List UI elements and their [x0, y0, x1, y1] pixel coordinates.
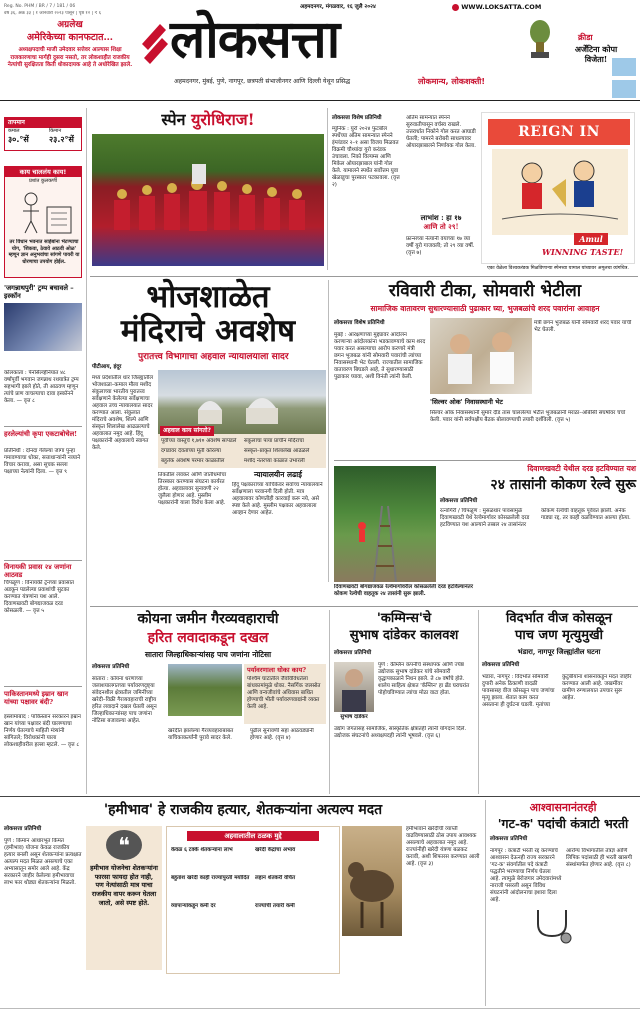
- vidarbha-deck: भंडारा, नागपूर जिल्ह्यांतील घटना: [517, 647, 601, 656]
- gatk-byline: लोकसत्ता प्रतिनिधी: [490, 836, 528, 842]
- editorial-headline[interactable]: अमेरिकेच्या कानफटात…: [26, 32, 114, 44]
- sports-teaser[interactable]: [518, 14, 636, 100]
- masthead-editions: अहमदनगर, मुंबई, पुणे, नागपूर, छत्रपती संभाजीनगर आणि दिल्ली येथून प्रसिद्ध: [174, 78, 351, 85]
- hamibhav-text: पुणे : किमान आधारभूत किंमत (हमीभाव) योजना केवळ राजकीय हत्यार बनली असून शेतकऱ्यांना प्रत्यक्षात अत्यल्प मदत मिळत असल्याचे एका अभ्यासातून समोर आले आहे. केंद्र सरकारने जाहीर केलेल्या हमीभावाचा लाभ फार थोड्या शेतकऱ्यांना मिळतो.: [4, 838, 82, 887]
- registration-number: Reg. No. PHM / BR / 7 / 181 / 06: [4, 4, 76, 9]
- dateline: अहमदनगर, मंगळवार, १६ जुलै २०२४: [300, 4, 376, 10]
- trump-photo: [4, 303, 82, 351]
- bhojshala-facts-box: [158, 427, 326, 468]
- hamibhav-quote-box: [86, 826, 162, 970]
- editorial-kicker: अग्रलेख: [57, 20, 83, 30]
- cartoon-title: काय चाललंय काय!: [5, 167, 81, 177]
- cummins-headline[interactable]: [334, 610, 474, 644]
- vidarbha-headline[interactable]: [482, 610, 636, 644]
- koyna-text-2: खरेदीत झालेल्या गैरव्यवहाराबाबत याचिकाकर्त्यांनी पुरावे सादर केले. पुढील सुनावणी सहा आठवड्यांनी होणार आहे. (वृत्त ४): [168, 728, 314, 742]
- ratnagiri-text: चिपळूण : विनायकी ट्रेनच्या प्रवासात अडकून पडलेल्या प्रवाशांची सुटका करण्यात यंत्रणांना यश आले. दिवाणखवटी बोगद्याजवळ दरड कोसळली. — वृत्त ५: [4, 580, 74, 615]
- max-temp: ३०.°सें: [8, 135, 29, 144]
- bhojshala-fact-6: मशीद नंतरच्या काळात उभारली: [244, 458, 305, 464]
- koyna-deck: सातारा जिल्हाधिकाऱ्यांसह पाच जणांना नोटिसा: [144, 650, 272, 659]
- koyna-headline[interactable]: [92, 610, 324, 648]
- hamibhav-point-5: व्यापाऱ्यांकडून कमी दर: [171, 903, 216, 909]
- gatk-kicker: आश्वासनानंतरही: [529, 801, 597, 814]
- ravivari-deck: सामाजिक वातावरण सुधारण्यासाठी पुढाकार घ्या, भुजबळांचे शरद पवारांना आवाहन: [370, 304, 600, 313]
- cummins-head-line1: 'कम्मिन्स'चे: [376, 611, 432, 626]
- spain-side-text: अंतिम सामन्यात स्पेनने सुरुवातीपासून वर्चस्व राखले. उत्तरार्धात निकोने गोल करत आघाडी घेतली; पामरने बरोबरी साधल्यावर ओयारझाबालने निर्णायक गोल केला.: [406, 115, 476, 150]
- weather-label: तापमान: [5, 118, 81, 128]
- hamibhav-points-box: [166, 826, 340, 974]
- ravivari-headline[interactable]: रविवारी टीका, सोमवारी भेटीला: [388, 281, 582, 301]
- cummins-byline: लोकसत्ता प्रतिनिधी: [334, 650, 372, 656]
- spain-quote-text: फ्रान्सच्या नेत्यांनी वयाच्या १७ व्या वर्षी युरो गाजवली; तो २९ व्या वर्षी. (वृत्त ७): [406, 236, 475, 257]
- dandekar-photo: [334, 662, 374, 712]
- bhojshala-dateline: पीटीआय, इंदूर: [92, 364, 122, 370]
- gatk-headline[interactable]: 'गट-क' पदांची कंत्राटी भरती: [497, 816, 629, 831]
- bhojshala-fact-2: संकुलाचा पाया प्राचीन मंदिराचा: [244, 438, 304, 444]
- bhojshala-deck: पुरातत्त्व विभागाचा अहवाल न्यायालयाला सादर: [138, 352, 289, 362]
- cartoon-caption: तर विधान भवनात साहेबांना भेटण्याचा योग, 'शिकवा, ठेवावे आठवी ओळ' म्हणून ज्ञान अनुभवांचा सांगणे पायरी या धोरणाचा उपयोग होईल.: [8, 239, 80, 265]
- bhojshala-legal-text: हिंदू पक्षकारांच्या याचिकेवर सर्वोच्च न्यायालयाने सर्वेक्षणाला परवानगी दिली होती. मात्र अहवालावर कोणतीही कारवाई करू नये, असे स्पष्ट केले आहे. मुस्लीम पक्षकार अहवालाला आव्हान देणार आहेत.: [232, 482, 323, 517]
- hamibhav-headline[interactable]: 'हमीभाव' हे राजकीय हत्यार, शेतकऱ्यांना अत्यल्प मदत: [103, 802, 383, 818]
- max-temp-label: कमाल: [8, 128, 20, 134]
- dandekar-caption: सुभाष दांडेकर: [340, 714, 368, 720]
- bhojshala-fact-5: बहुतेक अवशेष परमार काळातील: [161, 458, 225, 464]
- amul-brand: Amul: [574, 233, 608, 245]
- hamibhav-point-3: बहुतांश खरेदी काही राज्यांपुरती मर्यादित: [171, 875, 250, 881]
- konkan-kicker: दिवाणखवटी येथील दरड हटविण्यात यश: [527, 464, 636, 473]
- quote-mark-icon: ❝: [106, 830, 142, 860]
- vidarbha-text: भंडारा, नागपूर : विदर्भात सोमवारी दुपारी अनेक ठिकाणी वादळी पावसासह वीज कोसळून पाच जणांचा मृत्यू झाला. शेतात काम करत असताना ही दुर्घटना घडली. मृतांच्या कुटुंबीयांना शासनाकडून मदत जाहीर करण्यात आली आहे. जखमींवर ग्रामीण रुग्णालयात उपचार सुरू आहेत.: [482, 674, 632, 709]
- hamibhav-point-2: खरेदी केंद्रांचा अभाव: [255, 847, 296, 853]
- hamibhav-byline: लोकसत्ता प्रतिनिधी: [4, 826, 42, 832]
- farmer-bullock-photo: [342, 826, 402, 936]
- messi-photo: [612, 58, 636, 98]
- bjp-headline[interactable]: हरलेल्यांची कृपा एकटाबोचेल!: [4, 430, 78, 438]
- bhojshala-head-line1: भोजशाळेत: [146, 279, 270, 315]
- bhojshala-fact-3: दगडांवर देवतांच्या मूर्ती कोरल्या: [161, 448, 221, 454]
- bhojshala-legal-head: न्यायालयीन लढाई: [254, 470, 302, 479]
- spain-quote-line2: आणि तो २९!: [423, 221, 459, 231]
- bjp-text: प्रतिनिधी : दोनदा गेलेल्या जागा पुन्हा गमावण्याचा धोका, सत्ताधाऱ्यांनी नव्याने विचार करावा, असा सूचक सल्ला पक्षाच्या नेत्यांनी दिला. — वृत्त ९: [4, 448, 81, 476]
- edition-line: वर्ष ३६, अंक ३३ | १ जानेवारी २०२३ पासून | पृष्ठे १२ | ₹ ६: [4, 11, 102, 16]
- vidarbha-byline: लोकसत्ता प्रतिनिधी: [482, 662, 520, 668]
- cummins-text: पुणे : कॅम्लिन कंपनीचे संस्थापक आणि ज्येष्ठ उद्योजक सुभाष दांडेकर यांचे सोमवारी वृद्धापकाळाने निधन झाले. ते ८७ वर्षांचे होते. शालेय साहित्य क्षेत्रात 'कॅम्लिन' हा ब्रँड घराघरांत पोहोचविण्यात त्यांचा मोठा वाटा होता.: [378, 662, 470, 697]
- bhojshala-text: मध्य प्रदेशातील धार जिल्ह्यातील भोजशाळा–कमाल मौला मशीद संकुलाच्या भारतीय पुरातत्त्व सर्वेक्षणाने केलेल्या सर्वेक्षणाचा अहवाल उच्च न्यायालयात सादर करण्यात आला. संकुलात मंदिराचे अवशेष, शिल्पे आणि संस्कृत शिलालेख आढळल्याचे अहवालात नमूद आहे. हिंदू पक्षकारांनी अहवालाचे स्वागत केले.: [92, 375, 154, 452]
- bhojshala-fact-1: पूर्वीच्या वास्तूचे १,७१० अवशेष सापडले: [161, 438, 237, 444]
- bhojshala-headline[interactable]: [92, 280, 324, 348]
- spain-head-rest: युरोधिराज!: [191, 110, 255, 129]
- konkan-photo-caption: दिवाणखवटी बोगद्याजवळ रेल्वेमार्गावरील कोसळलेली दरड हटविल्यानंतर कोकण रेल्वेची वाहतूक २४ तासांनी सुरू झाली.: [334, 584, 473, 598]
- gatk-text-2: आरोग्य विभागातील तंत्रज्ञ आणि लिपिक पदांसाठी ही भरती खासगी संस्थांमार्फत होणार आहे. (वृत्त ८): [566, 848, 632, 869]
- weather-box: [4, 117, 82, 151]
- min-temp: २३.२°सें: [49, 135, 74, 144]
- gatk-text: नागपूर : कंत्राटी भरती रद्द करण्याचे आश्वासन देऊनही राज्य सरकारने 'गट-क' संवर्गातील पदे कंत्राटी पद्धतीने भरण्याचा निर्णय घेतला आहे. त्यामुळे बेरोजगार उमेदवारांमध्ये नाराजी पसरली असून विविध संघटनांनी आंदोलनाचा इशारा दिला आहे.: [490, 848, 562, 904]
- cartoon-byline: प्रशांत कुलकर्णी: [29, 178, 57, 185]
- koyna-box-text: पश्चिम घाटातील जैवविविधतेला बांधकामांमुळे धोका. नैसर्गिक जलस्रोत आणि वन्यजीवांचे अधिवास बाधित होण्याची भीती पर्यावरणवाद्यांनी व्यक्त केली आहे.: [247, 676, 321, 711]
- cartoon-drawing: [11, 187, 77, 237]
- cummins-text-2: उद्योग जगतासह सामाजिक, सांस्कृतिक क्षेत्रातही त्यांनी योगदान दिले. उद्योजक संघटनांचे अध्यक्षपदही त्यांनी भूषवले. (वृत्त ६): [334, 726, 467, 740]
- koyna-box: [244, 664, 326, 724]
- hamibhav-point-6: राज्यांची तयारी कमी: [255, 903, 295, 909]
- bhojshala-head-line2: मंदिराचे अवशेष: [120, 313, 296, 349]
- spain-byline: लोकसत्ता विशेष प्रतिनिधी: [332, 115, 382, 121]
- koyna-photo: [168, 664, 242, 716]
- konkan-text: रत्नागिरी / चिपळूण : मुसळधार पावसामुळे दिवाणखवटी येथे रेल्वेमार्गावर कोसळलेली दरड हटविण्यात यश आल्याने तब्बल २४ तासांनंतर कोकण रेल्वेची वाहतूक पूर्ववत झाली. अनेक गाड्या रद्द, तर काही वळविण्यात आल्या होत्या.: [440, 508, 631, 529]
- konkan-byline: लोकसत्ता प्रतिनिधी: [440, 498, 478, 504]
- koyna-head-line1: कोयना जमीन गैरव्यवहाराची: [137, 611, 279, 627]
- trophy-icon: [520, 18, 560, 62]
- spain-kicker: स्पेन: [161, 110, 186, 129]
- trump-text: कोलकाता : पेनसिल्व्हेनियात ४८ वर्षांपूर्वी भगवान जगन्नाथ रथयात्रेत ट्रम्प सहभागी झाले होते, ती आठवण म्हणून त्यांचे प्राण वाचल्याचा दावा इस्कॉनने केला. — वृत्त ८: [4, 370, 79, 405]
- ravivari-byline: लोकसत्ता विशेष प्रतिनिधी: [334, 320, 385, 326]
- bhojshala-fact-4: संस्कृत–प्राकृत शिलालेख आढळले: [244, 448, 310, 454]
- koyna-box-head: पर्यावरणाला धोका काय?: [247, 666, 307, 674]
- konkan-rail-photo: [334, 466, 436, 582]
- editorial-teaser[interactable]: [6, 20, 134, 100]
- spain-text: म्युनिक : युरो २०२४ फुटबॉल स्पर्धेच्या अंतिम सामन्यात स्पेनने इंग्लंडवर २–१ असा विजय मिळवत विक्रमी चौथ्यांदा युरो करंडक उंचावला. निको विल्यम्स आणि मिकेल ओयारझाबाल यांनी गोल केले. यामालने स्पर्धेत सर्वोत्तम युवा खेळाडूचा पुरस्कार पटकावला. (वृत्त २): [332, 126, 400, 189]
- spain-story[interactable]: [92, 110, 324, 270]
- vidarbha-head-line2: पाच जण मृत्युमुखी: [515, 628, 603, 643]
- spain-headline[interactable]: [92, 110, 324, 130]
- spain-quote-label: [410, 214, 472, 232]
- pakistan-headline[interactable]: पाकिस्तानमध्ये इम्रान खान यांच्या पक्षावर बंदी?: [4, 690, 68, 707]
- hamibhav-points-head: अहवालातील ठळक मुद्दे: [187, 831, 319, 841]
- ravivari-side-text: सिल्वर ओक निवासस्थानी सुमारे दीड तास चाललेल्या भेटीत भुजबळांनी मराठा–ओबीसी संघर्षावर चर्चा केली. पवार यांनी सर्वपक्षीय बैठक बोलावण्याची तयारी दर्शविली. (वृत्त ५): [430, 410, 626, 424]
- amul-headline: REIGN IN: [488, 119, 630, 145]
- cartoon-box[interactable]: [4, 166, 82, 278]
- sports-kicker: क्रीडा: [578, 32, 593, 42]
- koyna-text: सातारा : कोयना धरणाच्या जलाशयालगतच्या पर्यावरणदृष्ट्या संवेदनशील क्षेत्रातील जमिनींच्या खरेदी–विक्री गैरव्यवहाराची राष्ट्रीय हरित लवादाने दखल घेतली असून जिल्हाधिकाऱ्यांसह पाच जणांना नोटिसा बजावल्या आहेत.: [92, 676, 157, 725]
- amul-drawing: [492, 149, 628, 235]
- trump-story[interactable]: [4, 284, 82, 368]
- masthead-title: लोकसत्ता: [170, 9, 340, 70]
- bhujbal-pawar-photo: [430, 318, 532, 394]
- min-temp-label: किमान: [49, 128, 62, 134]
- ravivari-photo-caption: मंत्री छगन भुजबळ यांनी सोमवारी शरद पवार यांची भेट घेतली.: [534, 320, 632, 334]
- hamibhav-quote: हमीभाव योजनेचा शेतकऱ्यांना फारसा फायदा होत नाही, पण नेत्यांसाठी मात्र याचा राजकीय वापर करून घेतला जातो, असे स्पष्ट होते.: [90, 864, 158, 907]
- logo-flame-icon: [140, 22, 168, 66]
- website-link[interactable]: WWW.LOKSATTA.COM: [461, 3, 542, 11]
- koyna-head-line2: हरित लवादाकडून दखल: [147, 630, 269, 646]
- cummins-head-line2: सुभाष दांडेकर कालवश: [349, 628, 459, 643]
- amul-tagline: WINNING TASTE!: [542, 247, 624, 257]
- bhojshala-text-2: तिकडील लवकर आणि जातीधर्माचा तिरस्कार करण्यास संघटना कार्यरत होत्या. अहवालावर सुनावणी २२ जुलैला होणार आहे. मुस्लीम पक्षकारांनी याला विरोध केला आहे.: [158, 472, 227, 507]
- amul-caption: एका वेळेला विश्वकरंडक मिळविणाऱ्या स्पेनच्या यामाल यांच्यावर अमूलचा व्यंगचित्र.: [487, 266, 629, 271]
- koyna-byline: लोकसत्ता प्रतिनिधी: [92, 664, 130, 670]
- ravivari-text: मुंबई : आरक्षणाच्या मुद्द्यावर आंदोलन करणाऱ्या आंदोलकांना भडकावण्याचे काम शरद पवार करत असल्याचा आरोप करणारे मंत्री छगन भुजबळ यांनी सोमवारी पवारांची त्यांच्या निवासस्थानी भेट घेतली. राज्यातील सामाजिक वातावरण बिघडले आहे, ते सुधारण्यासाठी पुढाकार घ्यावा, अशी विनंती त्यांनी केली.: [334, 332, 426, 381]
- konkan-headline[interactable]: २४ तासांनी कोकण रेल्वे सुरू: [490, 477, 636, 493]
- ravivari-side-head: 'सिल्वर ओक' निवासस्थानी भेट: [430, 398, 503, 406]
- hamibhav-point-1: केवळ ६ टक्के शेतकऱ्यांना लाभ: [171, 847, 233, 853]
- sports-headline[interactable]: अर्जेंटिना कोपा विजेता!: [574, 44, 618, 64]
- hamibhav-point-4: लहान शेतकरी वंचित: [255, 875, 296, 881]
- trump-headline[interactable]: 'जगन्नाथपुरी' ट्रम्प बचावले – इस्कॉन: [4, 284, 74, 301]
- amul-cartoon[interactable]: [481, 112, 635, 264]
- vidarbha-head-line1: विदर्भात वीज कोसळून: [506, 611, 612, 626]
- spain-team-photo: [92, 134, 324, 266]
- pakistan-text: इस्लामाबाद : पाकिस्तान सरकारने इम्रान खान यांच्या पक्षावर बंदी घालण्याचा निर्णय घेतल्याचे माहिती मंत्र्यांनी सांगितले; विरोधकांनी याला लोकशाहीवरील हल्ला म्हटले. — वृत्त ८: [4, 714, 81, 749]
- editorial-summary: अध्यक्षपदाची माजी उमेदवार सत्तेवर आल्यास शिक्षा राजकारणाचा मार्गही दुसरा नसतो, तर लोकशाहीत राजकीय नेत्यांची सुरक्षितता किती धोकादायक आहे ते अधोरेखित झाले.: [7, 47, 133, 69]
- ratnagiri-headline[interactable]: विनायकी प्रवास २४ जणांना आठवड: [4, 563, 72, 580]
- hamibhav-text-2: हमीभावाने खरेदीची व्याप्ती वाढविण्यासाठी ठोस उपाय आवश्यक असल्याचे अहवालात नमूद आहे. राज्यांनीही खरेदी यंत्रणा बळकट करावी, अशी शिफारस करण्यात आली आहे. (वृत्त ३): [406, 826, 480, 868]
- bhojshala-photo: [158, 370, 326, 434]
- bhojshala-facts-head: अहवाल काय सांगतो?: [160, 426, 214, 436]
- spain-quote-line1: लाभांश : हा १७: [420, 213, 462, 222]
- masthead-tagline: लोकमान्य, लोकशक्ती!: [418, 77, 485, 86]
